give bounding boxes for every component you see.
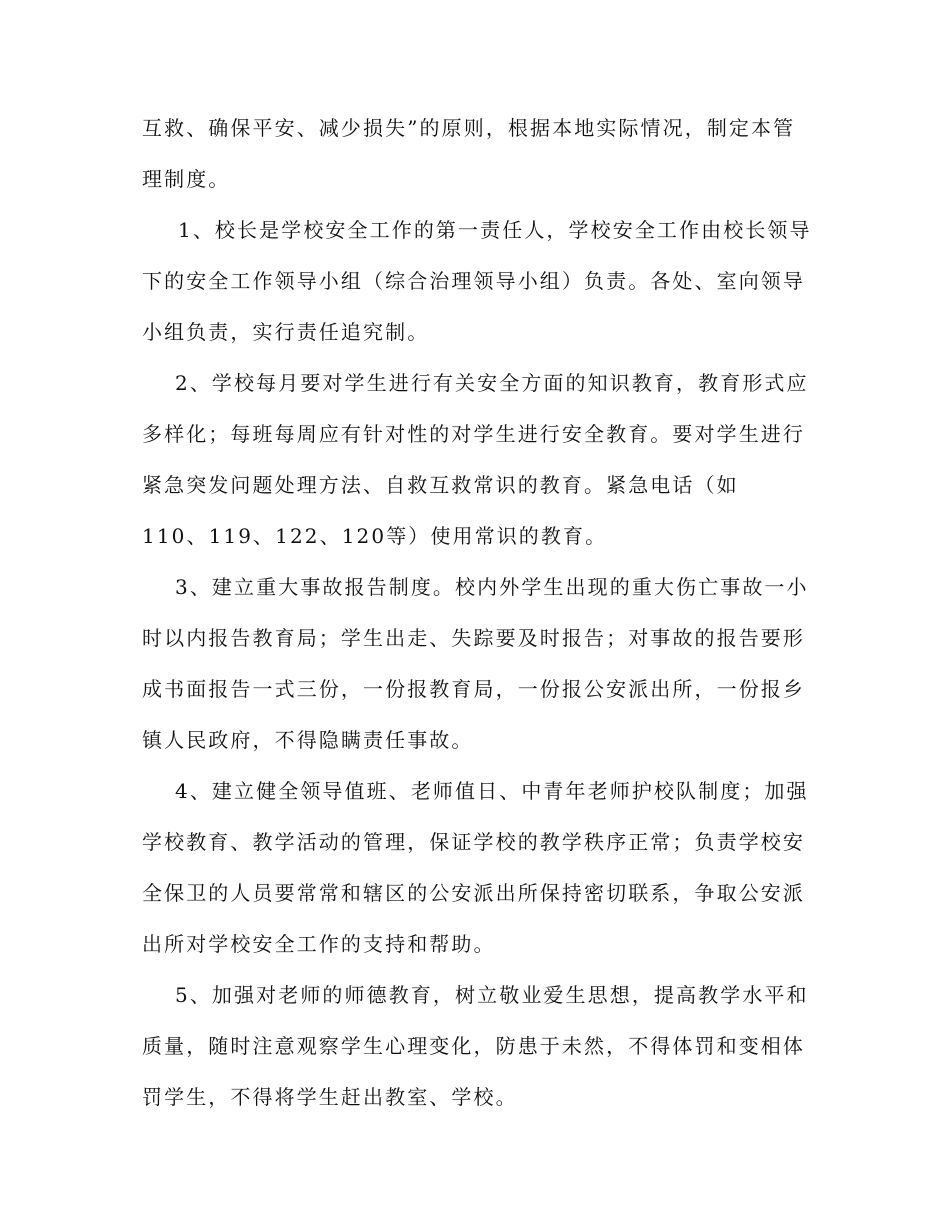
paragraph-line: 下的安全工作领导小组（综合治理领导小组）负责。各处、室向领导 (142, 269, 805, 293)
paragraph-line: 互救、确保平安、减少损失”的原则，根据本地实际情况，制定本管 (142, 116, 796, 140)
paragraph-line: 出所对学校安全工作的支持和帮助。 (142, 932, 496, 956)
document-body (142, 103, 812, 1123)
paragraph-line: 5、加强对老师的师德教育，树立敬业爱生思想，提高教学水平和 (175, 983, 809, 1007)
paragraph-line: 理制度。 (142, 167, 231, 191)
paragraph-line: 3、建立重大事故报告制度。校内外学生出现的重大伤亡事故一小 (175, 575, 809, 599)
paragraph-line: 成书面报告一式三份，一份报教育局，一份报公安派出所，一份报乡 (142, 677, 805, 701)
paragraph-line: 110、119、122、120等）使用常识的教育。 (142, 524, 608, 548)
paragraph-line: 镇人民政府，不得隐瞒责任事故。 (142, 728, 474, 752)
paragraph-line: 质量，随时注意观察学生心理变化，防患于未然，不得体罚和变相体 (142, 1034, 805, 1058)
paragraph-line: 1、校长是学校安全工作的第一责任人，学校安全工作由校长领导 (178, 218, 812, 242)
paragraph-line: 小组负责，实行责任追究制。 (142, 320, 430, 344)
paragraph-line: 4、建立健全领导值班、老师值日、中青年老师护校队制度；加强 (175, 779, 809, 803)
paragraph-line: 2、学校每月要对学生进行有关安全方面的知识教育，教育形式应 (175, 371, 809, 395)
paragraph-line: 多样化；每班每周应有针对性的对学生进行安全教育。要对学生进行 (142, 422, 805, 446)
paragraph-line: 学校教育、教学活动的管理，保证学校的教学秩序正常；负责学校安 (142, 830, 805, 854)
paragraph-line: 罚学生，不得将学生赶出教室、学校。 (142, 1085, 518, 1109)
paragraph-line: 全保卫的人员要常常和辖区的公安派出所保持密切联系，争取公安派 (142, 881, 805, 905)
paragraph-line: 紧急突发问题处理方法、自救互救常识的教育。紧急电话（如 (142, 473, 739, 497)
paragraph-line: 时以内报告教育局；学生出走、失踪要及时报告；对事故的报告要形 (142, 626, 805, 650)
